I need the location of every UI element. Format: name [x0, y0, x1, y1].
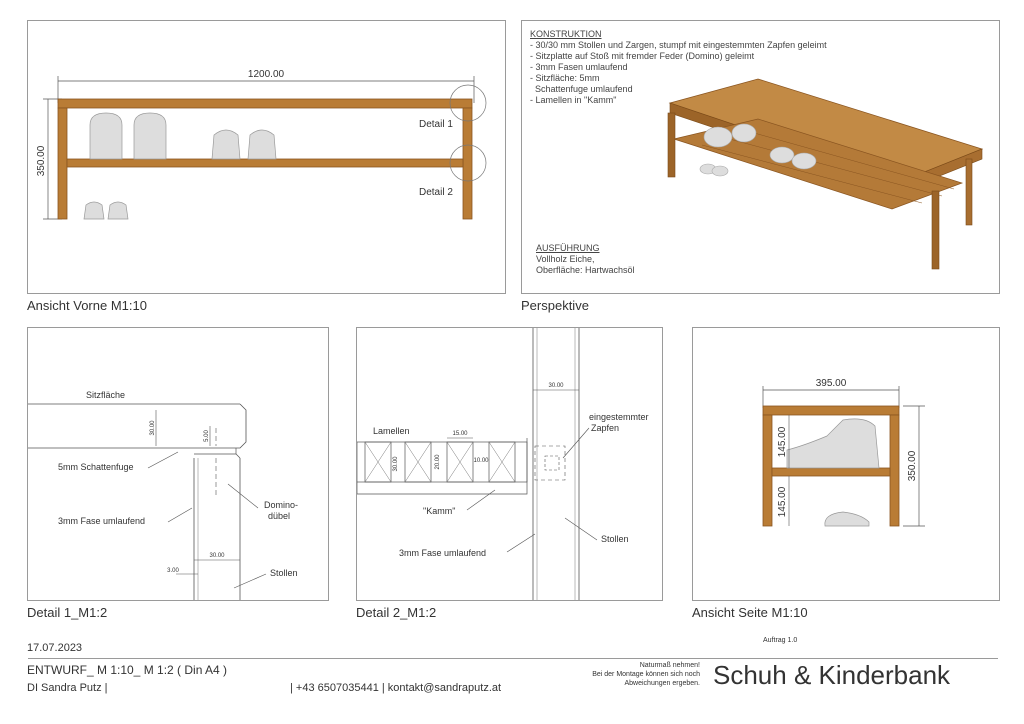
detail2-zapfen1: eingestemmter [589, 412, 649, 422]
finish-line: Vollholz Eiche, [536, 254, 595, 264]
construction-line: - Sitzfläche: 5mm [530, 73, 600, 83]
construction-title: KONSTRUKTION [530, 29, 602, 39]
detail2-dim-30top: 30.00 [548, 383, 564, 389]
perspective-caption: Perspektive [521, 298, 589, 313]
detail2-caption: Detail 2_M1:2 [356, 605, 437, 620]
side-view-caption: Ansicht Seite M1:10 [692, 605, 808, 620]
detail1-stollen: Stollen [270, 568, 298, 578]
detail2-dim-15: 15.00 [452, 431, 468, 437]
disclaimer-line1: Naturmaß nehmen! [639, 662, 700, 669]
detail1-dim-30: 30.00 [150, 420, 156, 436]
detail2-stollen: Stollen [601, 534, 629, 544]
front-view-caption: Ansicht Vorne M1:10 [27, 298, 147, 313]
detail2-panel [356, 327, 663, 601]
front-dim-width: 1200.00 [247, 69, 285, 80]
side-dim-145b: 145.00 [777, 486, 788, 518]
front-view-drawing [28, 21, 505, 293]
finish-line: Oberfläche: Hartwachsöl [536, 265, 635, 275]
disclaimer-line3: Abweichungen ergeben. [624, 680, 700, 687]
side-dim-350: 350.00 [907, 450, 918, 482]
detail2-kamm: "Kamm" [423, 506, 456, 516]
detail2-zapfen2: Zapfen [591, 423, 620, 433]
detail1-fase: 3mm Fase umlaufend [58, 516, 146, 526]
construction-line: - Lamellen in "Kamm" [530, 95, 617, 105]
front-dim-height: 350.00 [36, 145, 47, 177]
disclaimer-line2: Bei der Montage können sich noch [592, 671, 700, 678]
author: DI Sandra Putz | [27, 682, 108, 694]
detail1-domino: Domino- [264, 500, 299, 510]
detail2-fase: 3mm Fase umlaufend [399, 548, 487, 558]
front-detail1-label: Detail 1 [419, 119, 453, 130]
front-detail2-label: Detail 2 [419, 187, 453, 198]
contact: | +43 6507035441 | kontakt@sandraputz.at [290, 682, 502, 694]
finish-notes [536, 243, 635, 276]
side-dim-width: 395.00 [815, 378, 847, 389]
front-view-panel [27, 20, 506, 294]
detail2-drawing [357, 328, 662, 600]
side-dim-145a: 145.00 [777, 426, 788, 458]
detail1-schattenfuge: 5mm Schattenfuge [58, 462, 134, 472]
construction-line: Schattenfuge umlaufend [530, 84, 633, 94]
detail2-dim-30l: 30.00 [393, 456, 399, 472]
detail1-dim-3: 3.00 [167, 568, 179, 574]
detail1-dim-30b: 30.00 [209, 553, 225, 559]
draft-label: ENTWURF_ M 1:10_ M 1:2 ( Din A4 ) [27, 663, 228, 677]
order-number: Auftrag 1.0 [763, 637, 798, 644]
detail2-dim-20: 20.00 [435, 454, 441, 470]
detail1-domino2: dübel [268, 511, 291, 521]
detail1-dim-5: 5.00 [204, 430, 210, 442]
side-view-panel [692, 327, 1000, 601]
detail1-sitzflaeche: Sitzfläche [86, 390, 126, 400]
construction-line: - 30/30 mm Stollen und Zargen, stumpf mit eingestemmten Zapfen geleimt [530, 40, 827, 50]
footer-divider [28, 658, 998, 659]
detail1-panel [27, 327, 329, 601]
detail1-drawing [28, 328, 328, 600]
detail1-caption: Detail 1_M1:2 [27, 605, 108, 620]
construction-line: - Sitzplatte auf Stoß mit fremder Feder (Domino) geleimt [530, 51, 755, 61]
perspective-panel [521, 20, 1000, 294]
project-title: Schuh & Kinderbank [713, 660, 951, 690]
date: 17.07.2023 [27, 642, 83, 654]
detail2-dim-10: 10.00 [473, 458, 489, 464]
side-view-drawing [693, 328, 999, 600]
detail2-lamellen: Lamellen [373, 426, 410, 436]
construction-line: - 3mm Fasen umlaufend [530, 62, 628, 72]
finish-title: AUSFÜHRUNG [536, 243, 600, 253]
